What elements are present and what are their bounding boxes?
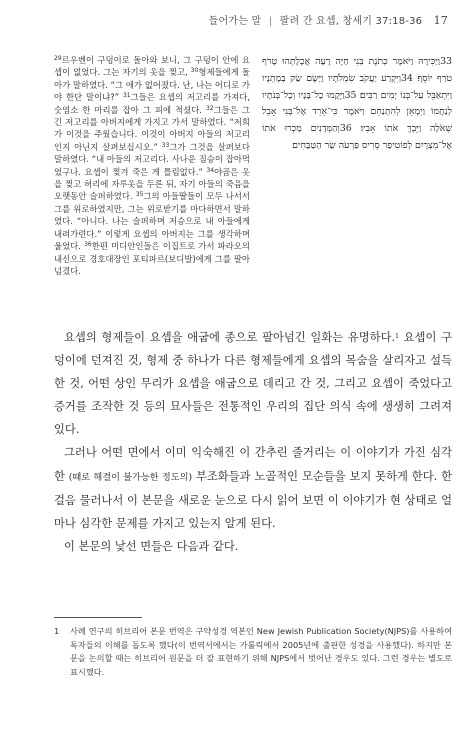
korean-translation-column — [54, 54, 250, 277]
verse-number: 32 — [205, 104, 214, 112]
paragraph-1-rest: 요셉이 구덩이에 던져진 것, 형제 중 하나가 다른 형제들에게 요셉의 목숨을 살리자고 설득한 것, 어떤 상인 무리가 요셉을 애굽으로 데리고 간 것, 그리고 요셉이 죽었다고 증거를 조작한 것 등의 묘사들은 전통적인 우리의 집단 의식 속에 생생히 그려져 있다. — [54, 331, 452, 437]
verse-number: 30 — [190, 67, 199, 75]
verse-number: 33 — [161, 141, 170, 149]
page-number: 17 — [433, 14, 448, 27]
footnote-divider — [54, 617, 142, 618]
footnote — [54, 625, 452, 679]
verse-36: 한편 미디안인들은 이집트로 가서 파라오의 내신으로 경호대장인 포티파르(보디발)에게 그를 팔아넘겼다. — [54, 241, 250, 276]
hebrew-text-column — [262, 54, 452, 155]
verse-34: 야곱은 옷을 찢고 허리에 자루옷을 두른 뒤, 자기 아들의 죽음을 오랫동안 슬퍼하였다. — [54, 166, 251, 202]
paragraph-2-b: 부조화들과 노골적인 모순들을 보지 못하게 한다. 한 걸음 물러나서 이 본문을 새로운 눈으로 다시 읽어 보면 이 이야기가 현 상태로 얼마나 심각한 문제를 가지고 있는지 알게 된다. — [54, 469, 452, 530]
running-head — [209, 12, 448, 27]
paragraph-2-parenthetical: (때로 해결이 불가능한 정도의) — [68, 471, 193, 483]
bilingual-text-block — [54, 54, 452, 316]
verse-35: 그의 아들딸들이 모두 나서서 그를 위로하였지만, 그는 위로받기를 마다하면서 말하였다. “아니다. 나는 슬퍼하며 저승으로 내 아들에게 내려가련다.” 이렇게 요셉의 아버지는 그를 생각하며 울었다. — [54, 191, 250, 252]
verse-31: 그들은 요셉의 저고리를 가져다, 숫염소 한 마리를 잡아 그 피에 적셨다. — [54, 92, 251, 115]
body-text — [54, 326, 452, 558]
verse-number: 34 — [206, 166, 215, 174]
hebrew-verses: 33וַיַּכִּירָהּ וַיֹּאמֶר כְּתֹנֶת בְּנִי חַיָּה רָעָה אֲכָלָתְהוּ טָרֹף טֹרַף יוֹסֵף׃ 34וַיִּקְרַע יַעֲקֹב שִׂמְלֹתָיו וַיָּשֶׂם שַׂק בְּמָתְנָיו וַיִּתְאַבֵּל עַל־בְּנוֹ יָמִים רַבִּים׃ 35וַיָּקֻמוּ כָל־בָּנָיו וְכָל־בְּנֹתָיו לְנַחֲמוֹ וַיְמָאֵן לְהִתְנַחֵם וַיֹּאמֶר כִּי־אֵרֵד אֶל־בְּנִי אָבֵל שְׁאֹלָה וַיֵּבְךְּ אֹתוֹ אָבִיו׃ 36וְהַמְּדָנִים מָכְרוּ אֹתוֹ אֶל־מִצְרָיִם לְפוֹטִיפַר סְרִיס פַּרְעֹה שַׂר הַטַּבָּחִים׃ — [262, 56, 453, 151]
verse-30: 형제들에게 돌아가 말하였다. “그 애가 없어졌다. 난, 나는 어디로 가야 한단 말이냐?” — [54, 67, 250, 103]
paragraph-2 — [54, 441, 452, 534]
footnote-text: 사례 연구의 히브리어 본문 번역은 구약성경 역본인 New Jewish Publication Society(NJPS)를 사용하여 독자들의 이해를 돕도록 했다(이 번역서에서는 가톨릭에서 2005년에 출판한 성경을 사용했다). 하지만 본문을 논의할 때는 히브리어 원문을 더 잘 표현하기 위해 NJPS에서 벗어난 경우도 있다. 그런 경우는 별도로 표시했다. — [70, 626, 452, 677]
running-head-separator: | — [268, 16, 273, 27]
paragraph-2-a: 그러나 어떤 면에서 이미 익숙해진 이 간추린 줄거리는 이 이야기가 가진 심각한 — [54, 446, 452, 483]
verse-33: 그가 그것을 살펴보다 말하였다. “내 아들의 저고리다. 사나운 짐승이 잡아먹었구나. 요셉이 찢겨 죽은 게 틀림없다.” — [54, 141, 250, 177]
verse-block — [54, 54, 250, 277]
paragraph-1 — [54, 326, 452, 441]
verse-number: 29 — [54, 55, 62, 62]
verse-29: 르우벤이 구덩이로 돌아와 보니, 그 구덩이 안에 요셉이 없었다. 그는 자기의 옷을 찢고, — [54, 55, 250, 78]
verse-32: 그들은 그 긴 저고리를 아버지에게 가지고 가서 말하였다. “저희가 이것을 주웠습니다. 이것이 아버지 아들의 저고리인지 아닌지 살펴보십시오.” — [54, 104, 250, 152]
paragraph-3: 이 본문의 낯선 면들은 다음과 같다. — [64, 539, 239, 553]
verse-number: 35 — [135, 191, 144, 199]
running-head-title: 들어가는 말 — [208, 16, 262, 27]
footnote-ref: 1 — [395, 333, 399, 340]
footnote-number: 1 — [54, 626, 60, 636]
verse-number: 36 — [84, 241, 92, 249]
paragraph-1-lead: 요셉의 형제들이 요셉을 애굽에 종으로 팔아넘긴 일화는 유명하다. — [64, 331, 396, 344]
verse-number: 31 — [122, 92, 131, 100]
running-head-chapter: 팔려 간 요셉, 창세기 37:18-36 — [279, 16, 423, 27]
